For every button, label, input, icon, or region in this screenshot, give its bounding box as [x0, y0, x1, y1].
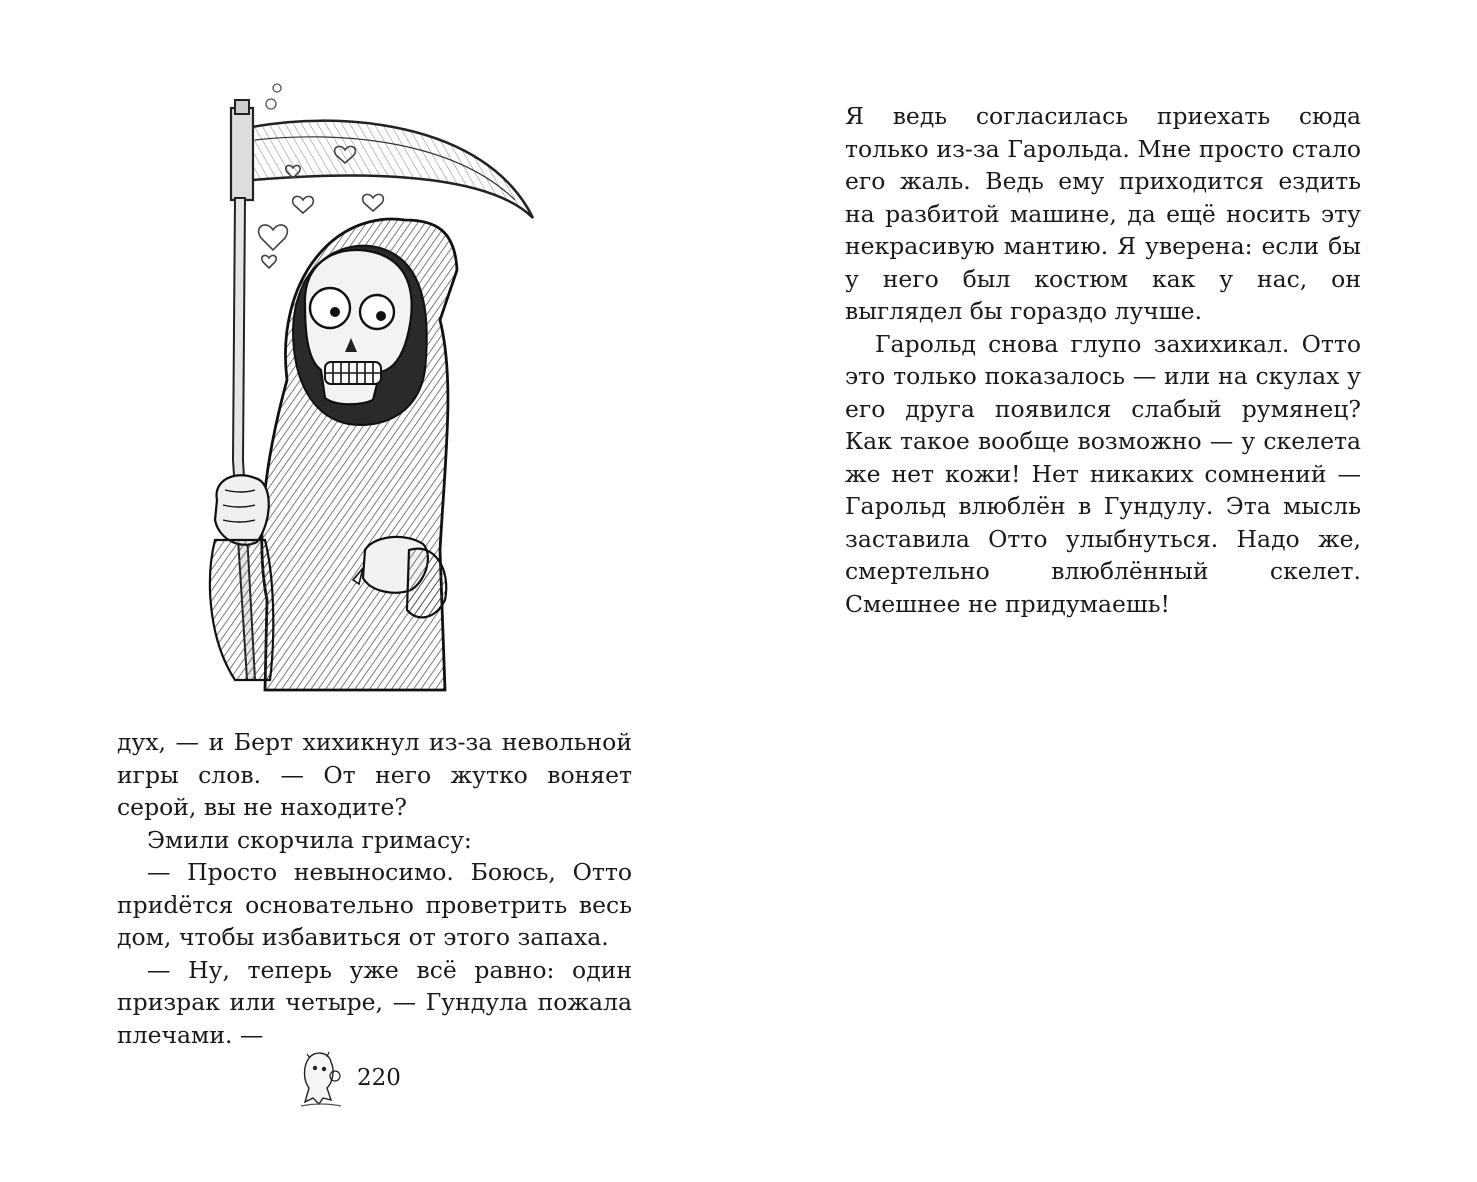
page-footer [295, 1048, 401, 1110]
right-page-body-text [845, 100, 1361, 620]
paragraph: дух, — и Берт хихикнул из-за невольной игры слов. — От него жутко воняет серой, вы не находите? [117, 728, 632, 821]
paragraph: — Ну, теперь уже всё равно: один призрак или четыре, — Гундула пожала плечами. — [117, 955, 632, 1049]
left-page-body-text [117, 726, 632, 1051]
paragraph: Я ведь согласилась приехать сюда только из-за Гарольда. Мне просто стало его жаль. Ведь ему приходится ездить на разбитой машине, да ещё носить эту некрасивую мантию. Я уверена: если бы у него был костюм как у нас, он выглядел бы гораздо лучше. [845, 102, 1361, 325]
left-page [0, 0, 738, 1182]
paragraph: Эмили скорчила гримасу: [147, 825, 472, 854]
right-page [738, 0, 1477, 1182]
grim-reaper-skeleton-with-scythe-icon [195, 80, 545, 700]
paragraph: Гарольд снова глупо захихикал. Отто это только показалось — или на скулах у его друга появился слабый румянец? Как такое вообще возможно — у скелета же нет кожи! Нет никаких сомнений — Гарольд влюблён в Гундулу. Эта мысль заставила Отто улыбнуться. Надо же, смертельно влюблённый скелет. Смешнее не придумаешь! [845, 329, 1361, 618]
page-number: 220 [357, 1065, 401, 1091]
paragraph: — Просто невыносимо. Боюсь, Отто приdётся основательно проветрить весь дом, чтобы избавиться от этого запаха. [117, 858, 632, 951]
little-ghost-figure-icon [295, 1048, 347, 1110]
